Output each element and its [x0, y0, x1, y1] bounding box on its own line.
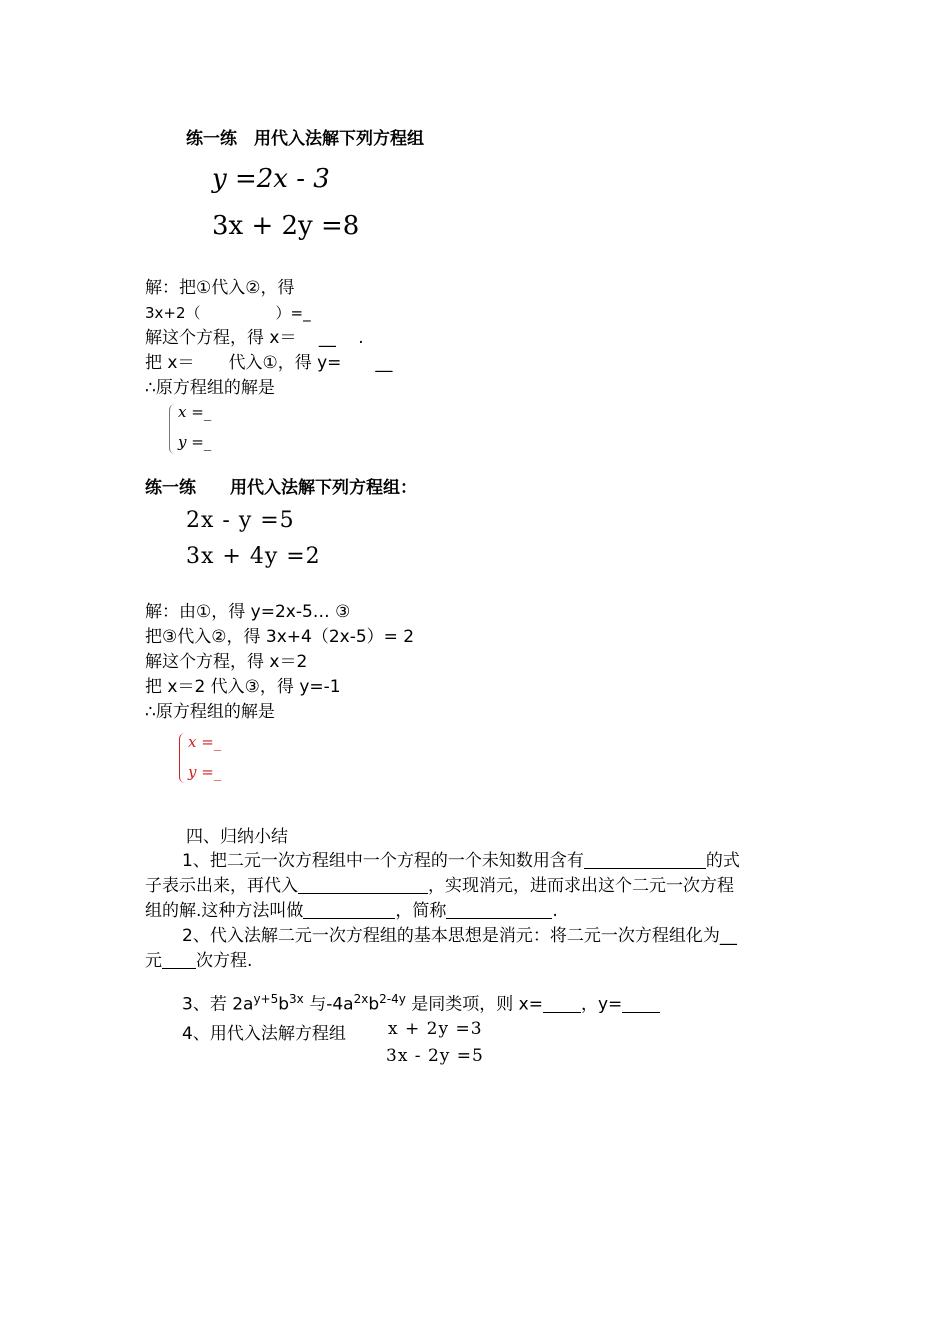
practice1-title: 练一练 用代入法解下列方程组: [186, 129, 424, 149]
practice1-answer-y: y =_: [178, 433, 212, 451]
practice1-eq1: y =2x - 3: [212, 164, 330, 194]
practice2-solution-line2: 把③代入②，得 3x+4（2x-5）= 2: [145, 627, 415, 647]
practice1-eq2: 3x + 2y =8: [212, 211, 360, 241]
practice2-answer-y: y =_: [188, 763, 222, 781]
practice1-solution-line1: 解：把①代入②，得: [145, 278, 295, 298]
summary-item1-line3: 组的解.这种方法叫做 ，简称 .: [145, 901, 558, 921]
practice2-solution-line5: ∴原方程组的解是: [145, 702, 275, 722]
summary-item2-line2: 元 次方程.: [145, 951, 253, 971]
blank-6[interactable]: [543, 994, 581, 1013]
blank-2[interactable]: [298, 875, 428, 894]
summary-item4-eq2: 3x - 2y =5: [386, 1046, 484, 1066]
practice1-answer-brace: [169, 404, 177, 454]
blank-1[interactable]: [584, 850, 706, 869]
practice2-solution-line4: 把 x＝2 代入③，得 y=-1: [145, 677, 341, 697]
practice2-answer-brace: [179, 733, 187, 783]
practice1-solution-line3: 解这个方程，得 x＝ __ .: [145, 328, 364, 348]
summary-item3: 3、若 $2a^{y+5}b^{3x}$ 与$-4a^{2x}b^{2-4y}$ 是同类项，则 x= ，y=: [182, 988, 660, 1016]
practice2-title: 练一练 用代入法解下列方程组：: [145, 478, 417, 498]
summary-item1-line2: 子表示出来，再代入 ，实现消元，进而求出这个二元一次方程: [145, 876, 734, 896]
blank-7[interactable]: [622, 994, 660, 1013]
blank-3[interactable]: [303, 900, 395, 919]
blank-5[interactable]: [162, 950, 196, 969]
practice1-solution-line5: ∴原方程组的解是: [145, 378, 275, 398]
practice2-answer-x: x =_: [188, 733, 222, 751]
summary-item1-line1: 1、把二元一次方程组中一个方程的一个未知数用含有 的式: [182, 851, 740, 871]
practice1-solution-line2: 3x+2（ ）=_: [145, 304, 311, 322]
summary-item2-line1: 2、代入法解二元一次方程组的基本思想是消元：将二元一次方程组化为__: [182, 926, 737, 946]
practice2-solution-line3: 解这个方程，得 x＝2: [145, 652, 308, 672]
practice2-eq1: 2x - y =5: [186, 508, 295, 533]
practice2-eq2: 3x + 4y =2: [186, 544, 321, 569]
practice1-solution-line4: 把 x＝ 代入①，得 y= __: [145, 353, 393, 373]
blank-4[interactable]: [446, 900, 552, 919]
summary-item4-eq1: x + 2y =3: [388, 1019, 483, 1039]
practice2-solution-line1: 解：由①，得 y=2x-5… ③: [145, 602, 351, 622]
summary-item4: 4、用代入法解方程组: [182, 1024, 346, 1044]
practice1-answer-x: x =_: [178, 403, 212, 421]
summary-heading: 四、归纳小结: [186, 827, 288, 847]
